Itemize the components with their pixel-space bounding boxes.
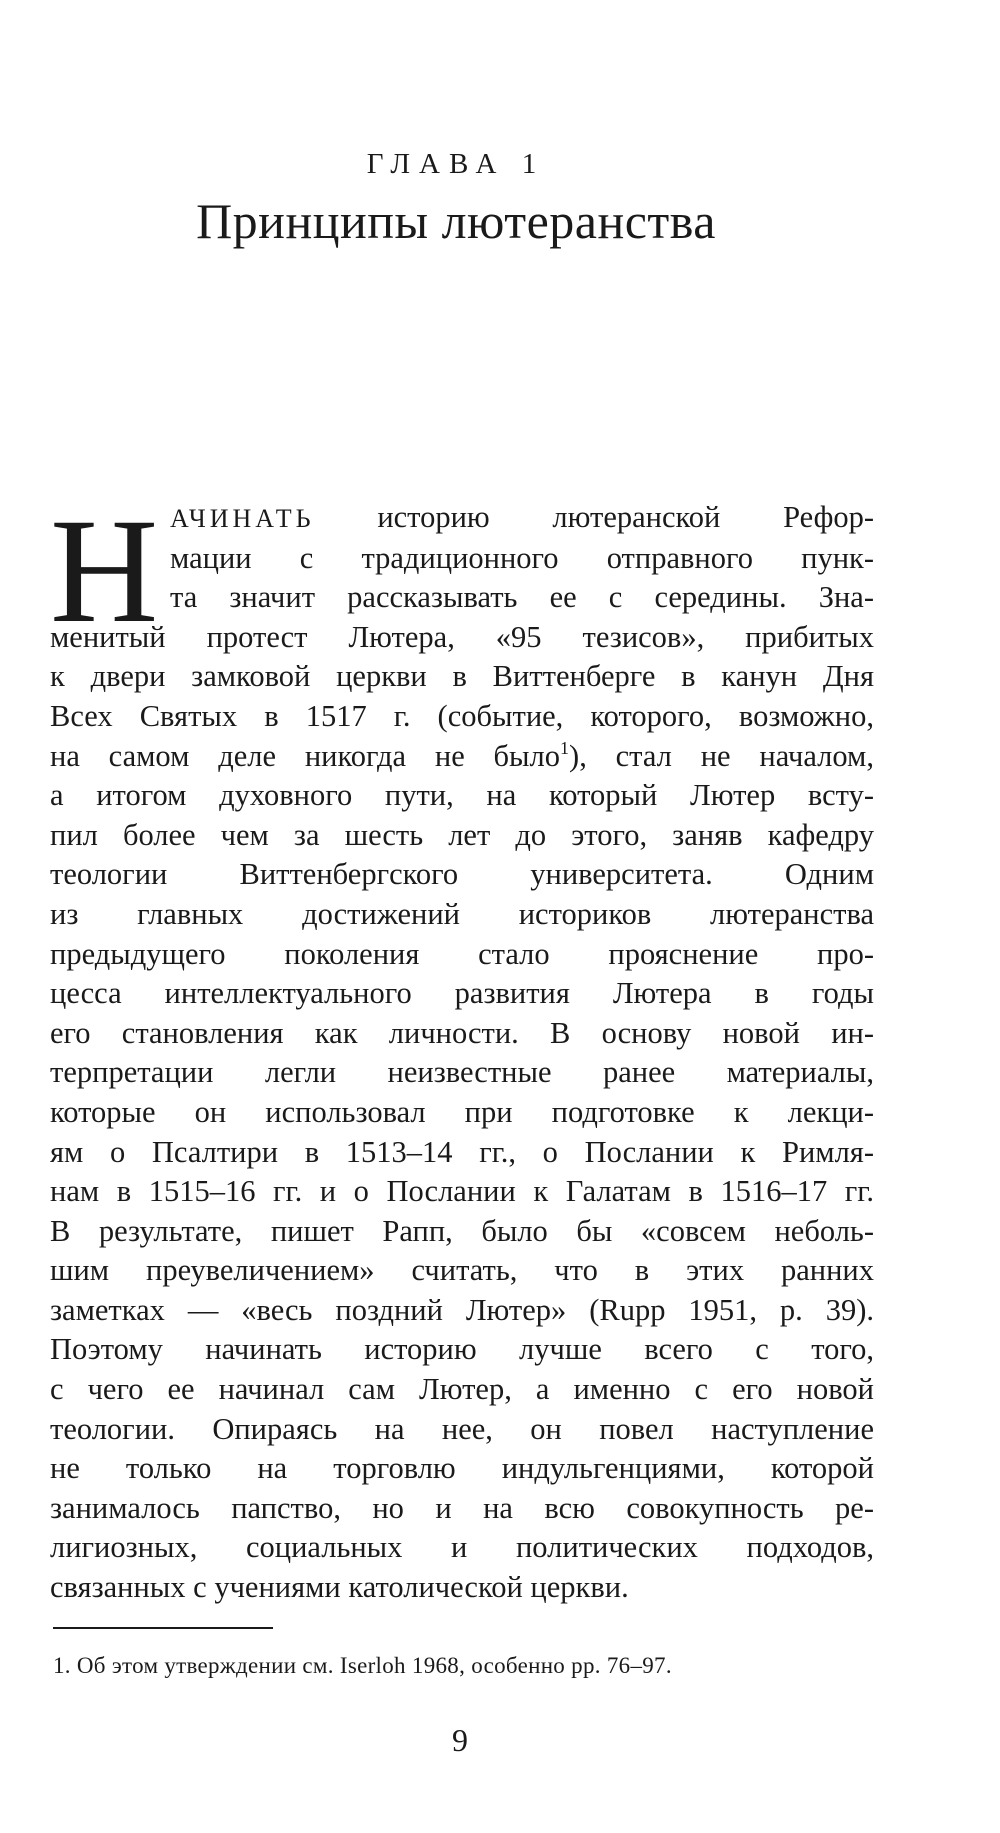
text-line: а итогом духовного пути, на который Лютер всту- [50,778,874,813]
page-number: 9 [452,1722,468,1758]
drop-cap-letter: Н [50,488,159,654]
text-line: шим преувеличением» считать, что в этих ранних [50,1253,874,1288]
text-line: мации с традиционного отправного пунк- [170,540,874,575]
text-line: Поэтому начинать историю лучше всего с того, [50,1332,874,1367]
footnote-marker[interactable]: 1 [560,737,570,758]
first-word-smallcaps: АЧИНАТЬ [170,504,315,533]
text-line: теологии. Опираясь на нее, он повел наступление [50,1411,874,1446]
footnote-divider [53,1627,273,1629]
body-paragraph [50,488,874,1608]
text-line: его становления как личности. В основу новой ин- [50,1015,874,1050]
text-line: АЧИНАТЬ историю лютеранской Рефор- [170,500,874,534]
text-line: заметках — «весь поздний Лютер» (Rupp 1951, p. 39). [50,1292,874,1327]
text-line: пил более чем за шесть лет до этого, заняв кафедру [50,817,874,852]
text-line: из главных достижений историков лютеранства [50,896,874,931]
text-line: лигиозных, социальных и политических подходов, [50,1530,874,1565]
text-line: на самом деле никогда не было$^1$), стал не началом, [50,737,874,773]
text-line: теологии Виттенбергского университета. Одним [50,857,874,892]
text-line: не только на торговлю индульгенциями, которой [50,1451,874,1486]
text-line: менитый протест Лютера, «95 тезисов», прибитых [50,619,874,654]
text-line: терпретации легли неизвестные ранее материалы, [50,1055,874,1090]
text-line: В результате, пишет Рапп, было бы «совсем неболь- [50,1213,874,1248]
text-line: с чего ее начинал сам Лютер, а именно с его новой [50,1372,874,1407]
text-line: к двери замковой церкви в Виттенберге в канун Дня [50,659,874,694]
text-line: цесса интеллектуального развития Лютера в годы [50,976,874,1011]
text-line: ям о Псалтири в 1513–14 гг., о Послании к Римля- [50,1134,874,1169]
chapter-label: ГЛАВА 1 [366,148,546,180]
text-line: Всех Святых в 1517 г. (событие, которого, возможно, [50,698,874,733]
footnote: 1. Об этом утверждении см. Iserloh 1968, особенно pp. 76–97. [53,1653,672,1678]
text-line: нам в 1515–16 гг. и о Послании к Галатам в 1516–17 гг. [50,1174,874,1209]
text-line: связанных с учениями католической церкви. [50,1570,629,1605]
text-line: занималось папство, но и на всю совокупность ре- [50,1490,874,1525]
chapter-title: Принципы лютеранства [196,193,716,249]
text-line: предыдущего поколения стало прояснение про- [50,936,874,971]
text-line: та значит рассказывать ее с середины. Зна- [170,580,874,615]
text-line: которые он использовал при подготовке к лекци- [50,1094,874,1129]
